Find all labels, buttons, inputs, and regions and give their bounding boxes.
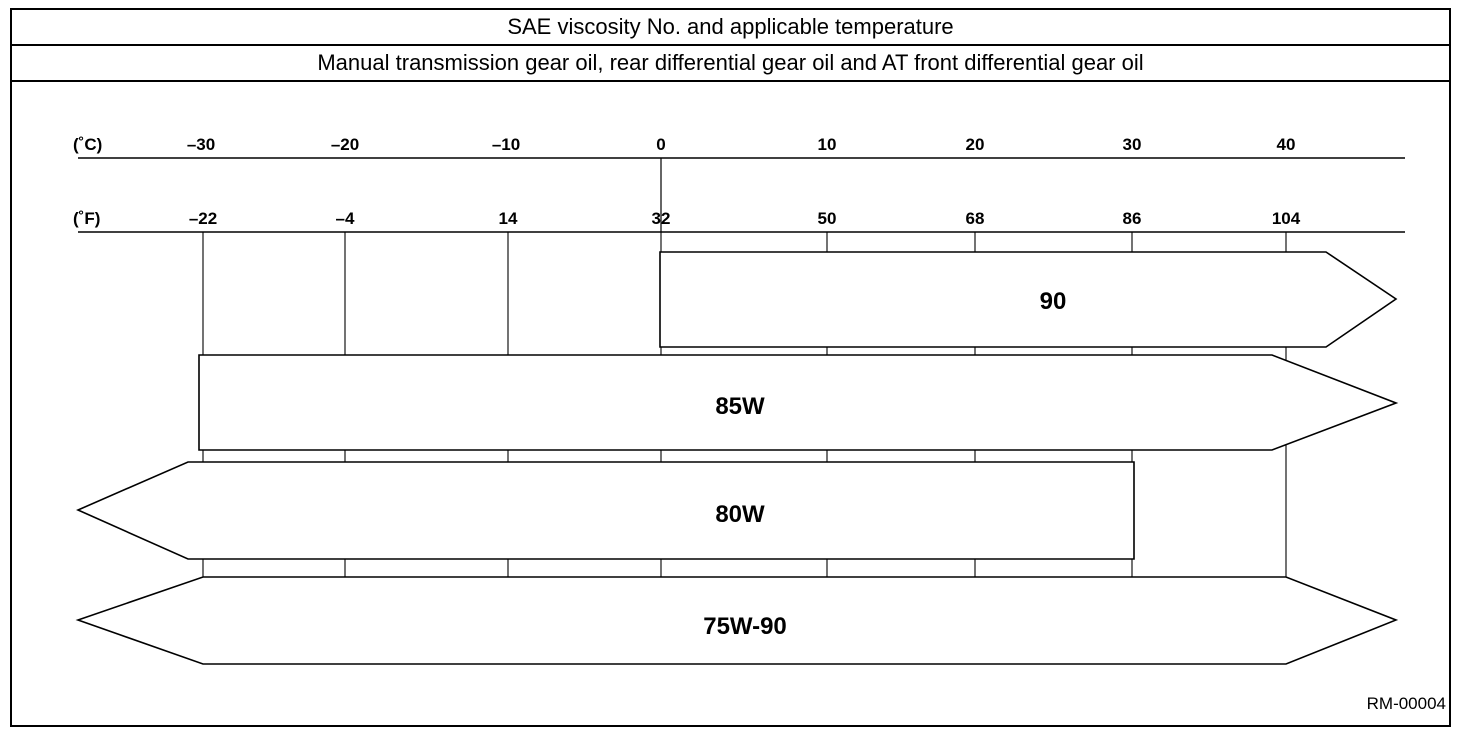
chart-subtitle: Manual transmission gear oil, rear differential gear oil and AT front differential gear oil	[12, 46, 1449, 82]
fahrenheit-tick-label: 50	[817, 209, 837, 228]
band-75w-90-label: 75W-90	[703, 613, 787, 640]
band-90	[660, 252, 1396, 347]
fahrenheit-tick-label: 32	[651, 209, 671, 228]
celsius-tick-label: 20	[965, 135, 985, 154]
celsius-tick-label: –30	[186, 135, 216, 154]
fahrenheit-tick-label: 104	[1271, 209, 1301, 228]
fahrenheit-tick-label: –4	[335, 209, 355, 228]
fahrenheit-tick-label: 86	[1122, 209, 1142, 228]
celsius-tick-label: 10	[817, 135, 837, 154]
reference-code: RM-00004	[1366, 694, 1446, 713]
band-80w-label: 80W	[715, 501, 765, 528]
band-75w-90	[78, 577, 1396, 664]
celsius-unit-label: (˚C)	[73, 135, 103, 154]
band-85w	[199, 355, 1396, 450]
band-90-label: 90	[1039, 288, 1067, 315]
celsius-tick-label: 40	[1276, 135, 1296, 154]
band-85w-shape	[199, 355, 1396, 450]
celsius-tick-label: –20	[330, 135, 360, 154]
fahrenheit-tick-label: 68	[965, 209, 985, 228]
celsius-tick-label: –10	[491, 135, 521, 154]
celsius-tick-label: 30	[1122, 135, 1142, 154]
band-85w-label: 85W	[715, 393, 765, 420]
fahrenheit-tick-label: 14	[498, 209, 518, 228]
band-90-shape	[660, 252, 1396, 347]
fahrenheit-tick-label: –22	[188, 209, 218, 228]
celsius-tick-label: 0	[656, 135, 666, 154]
axis-labels	[73, 135, 1301, 228]
chart-title: SAE viscosity No. and applicable temperature	[12, 10, 1449, 46]
viscosity-bands	[78, 252, 1396, 664]
fahrenheit-unit-label: (˚F)	[73, 209, 101, 228]
band-80w	[78, 462, 1134, 559]
band-80w-shape	[78, 462, 1134, 559]
